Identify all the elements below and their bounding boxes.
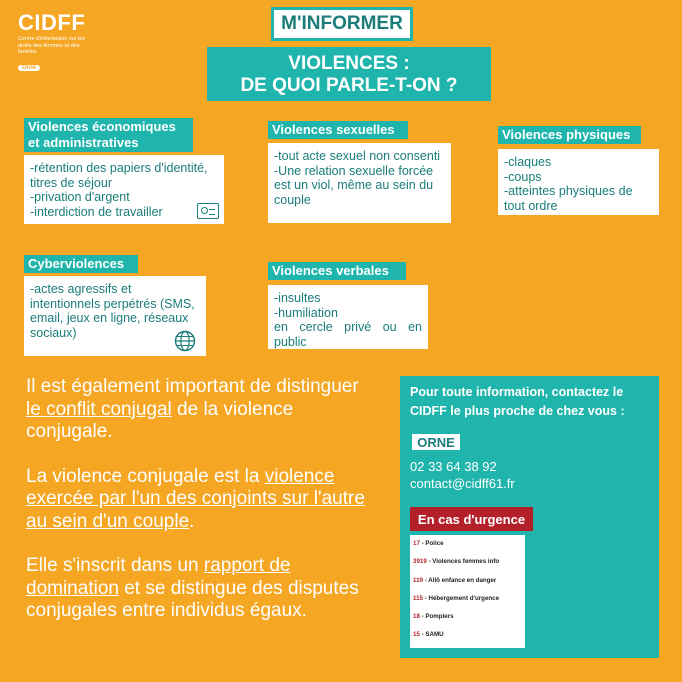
urgence-item: 17 - Police (413, 540, 444, 547)
urgence-label: En cas d'urgence (410, 507, 533, 531)
list-item: -atteintes physiques de tout ordre (504, 184, 633, 213)
globe-icon (174, 330, 196, 352)
urgence-item: 15 - SAMU (413, 631, 444, 639)
list-item: -claques (504, 155, 552, 169)
list-item: -insultes (274, 291, 321, 305)
cidff-logo (18, 12, 98, 74)
title-line-2: DE QUOI PARLE-T-ON ? (240, 75, 458, 96)
logo-subtitle: Centre d'information sur les droits des femmes et des familles (18, 36, 86, 55)
category-box-verbales (268, 285, 428, 349)
page-title (207, 47, 491, 101)
paragraph-definition: La violence conjugale est la violence exercée par l'un des conjoints sur l'autre au sein d'un couple. (26, 465, 365, 532)
category-label-physiques: Violences physiques (498, 126, 641, 144)
list-item: -coups (504, 169, 542, 184)
list-item: -actes agressifs et intentionnels perpétrés (SMS, email, jeux en ligne, réseaux sociaux) (30, 282, 195, 340)
category-box-sexuelles (268, 143, 451, 223)
category-label-cyber: Cyberviolences (24, 255, 138, 273)
list-item: -rétention des papiers d'identité, titres de séjour (30, 161, 208, 190)
category-box-cyber (24, 276, 206, 356)
underlined-term: rapport de domination (26, 555, 291, 599)
kicker-label: M'INFORMER (271, 7, 413, 41)
list-item: -humiliation (274, 305, 338, 320)
urgence-item: 115 - Hébergement d'urgence (413, 594, 500, 602)
contact-intro: Pour toute information, contactez le CIDFF le plus proche de chez vous : (410, 385, 625, 418)
list-item: en cercle privé ou en public (274, 320, 422, 349)
urgence-item: 18 - Pompiers (413, 613, 454, 621)
body-text (26, 376, 366, 645)
category-box-physiques (498, 149, 659, 215)
underlined-term: violence exercée par l'un des conjoints sur l'autre au sein d'un couple (26, 465, 365, 532)
category-label-sexuelles: Violences sexuelles (268, 121, 408, 139)
email-address[interactable]: contact@cidff61.fr (410, 476, 515, 491)
list-item: -interdiction de travailler (30, 204, 163, 219)
orne-label: ORNE (410, 432, 462, 452)
category-box-economiques (24, 155, 224, 224)
phone-number[interactable]: 02 33 64 38 92 (410, 459, 497, 474)
title-line-1: VIOLENCES : (288, 53, 410, 74)
logo-word: CIDFF (18, 10, 86, 35)
list-item: -privation d'argent (30, 190, 130, 204)
urgence-item: 119 - Allô enfance en danger (413, 576, 497, 584)
paragraph-domination: Elle s'inscrit dans un rapport de domination et se distingue des disputes conjugales entre individus égaux. (26, 555, 359, 621)
category-label-verbales: Violences verbales (268, 262, 406, 280)
category-label-economiques: Violences économiques et administratives (24, 118, 193, 152)
list-item: -tout acte sexuel non consenti (274, 149, 441, 163)
underlined-term: le conflit conjugal (26, 398, 172, 420)
list-item: -Une relation sexuelle forcée est un viol, même au sein du couple (274, 163, 434, 207)
id-card-icon (197, 203, 219, 219)
urgence-item: 3919 - Violences femmes info (413, 558, 500, 566)
urgence-list (410, 535, 525, 648)
paragraph-conflit: Il est également important de distinguer le conflit conjugal de la violence conjugale. (26, 376, 359, 442)
logo-badge: Orne (18, 65, 40, 71)
